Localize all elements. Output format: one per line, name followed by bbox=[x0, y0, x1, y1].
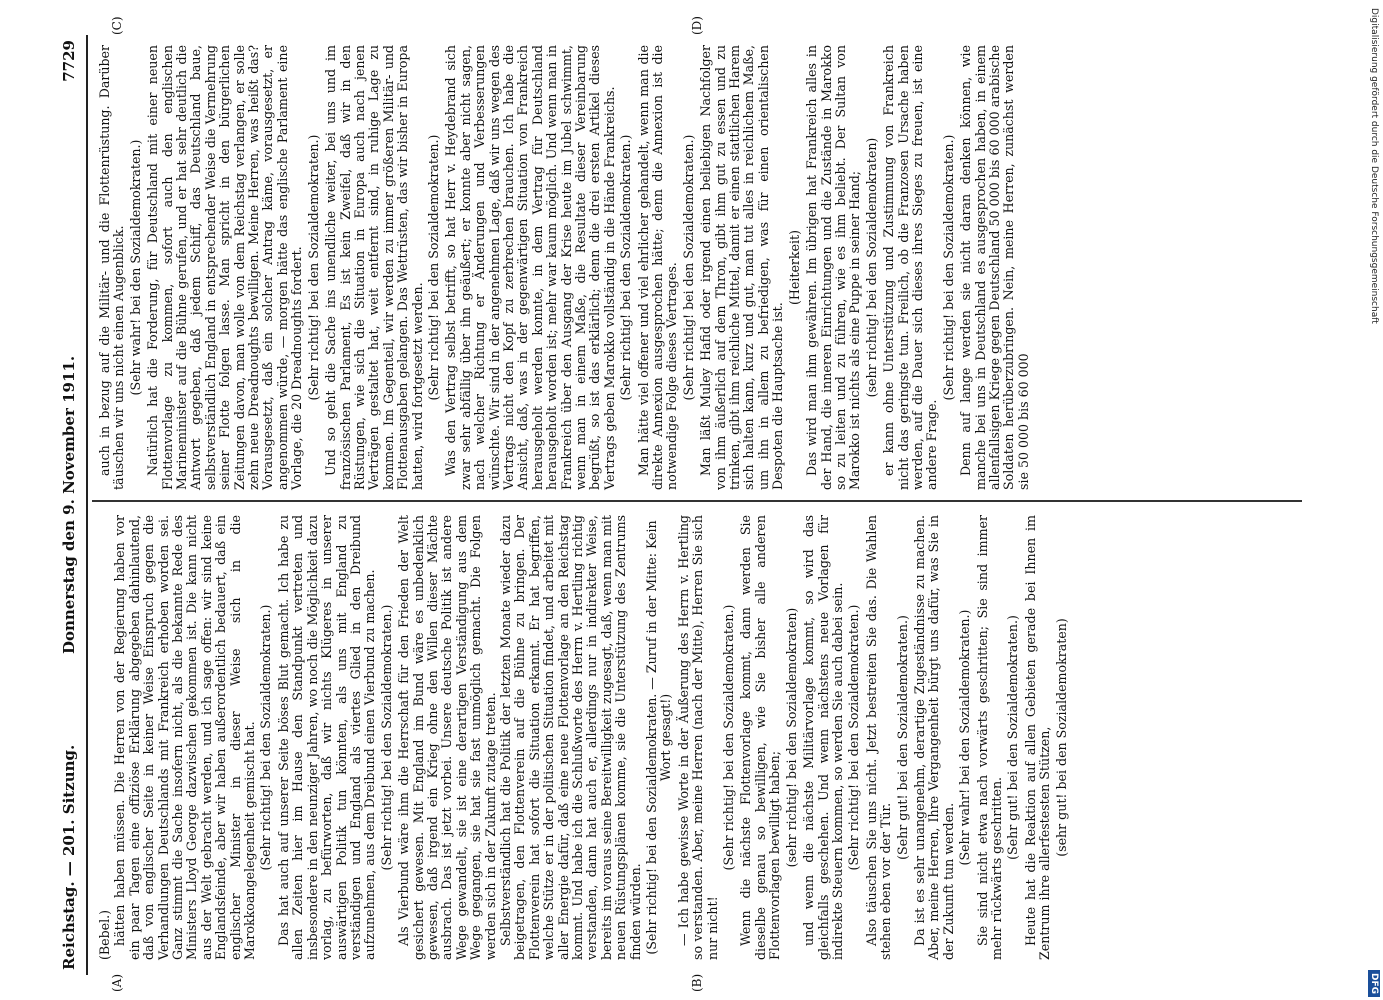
interjection: (Sehr richtig! bei den Sozialdemokraten.) bbox=[940, 134, 956, 401]
interjection: (Sehr richtig! bei den Sozialdemokraten.) bbox=[258, 604, 274, 871]
speech-paragraph: — Ich habe gewisse Worte in der Äußerung des Herrn v. Hertling so verstanden. Aber, meine Herren (nach der Mitte), Herren Sie sich nur nicht! bbox=[675, 515, 720, 960]
speech-paragraph: und wenn die nächste Militärvorlage kommt, so wird das gleichfalls geschehen. Und wenn nächstens neue Vorlagen für indirekte Steuern kommen, so werden Sie auch dabei sein. bbox=[801, 515, 845, 960]
header-rule bbox=[86, 35, 88, 975]
speech-paragraph: er kann ohne Unterstützung und Zustimmung von Frankreich nicht das geringste tun. Freilich, ob die Franzosen Ursache haben werden, auf die Dauer sich dieses ihres Sieges zu freuen, ist eine andere Frage. bbox=[881, 45, 940, 490]
interjection: (Sehr richtig! bei den Sozialdemokraten.) bbox=[425, 134, 441, 401]
margin-mark-d: (D) bbox=[690, 16, 704, 35]
speech-paragraph: hätten haben müssen. Die Herren von der Regierung haben vor ein paar Tagen eine offiziöse Erklärung abgegeben dahinlautend, daß von englischer Seite in keiner Weise Einspruch gegen die Verhandlungen Deutschlands mit Frankreich erhoben worden sei. Ganz stimmt die Sache insofern nicht, als die bekannte Rede des Ministers Lloyd George dazwischen gekommen ist. Die kann nicht aus der Welt gebracht werden, und ich sage offen: wir sind keine Englandsfeinde, aber wir haben außerordentlich bedauert, daß ein englischer Minister in dieser Weise sich in die Marokkoangelegenheit gemischt hat. bbox=[112, 515, 258, 960]
speech-paragraph: Also täuschen Sie uns nicht. Jetzt bestreiten Sie das. Die Wahlen stehen eben vor der Tür. bbox=[863, 515, 894, 960]
interjection: (Sehr richtig! bei den Sozialdemokraten.) bbox=[846, 604, 862, 871]
column-divider bbox=[92, 500, 1302, 502]
interjection: (Sehr gut! bei den Sozialdemokraten.) bbox=[894, 615, 910, 860]
interjection: (sehr richtig! bei den Sozialdemokraten) bbox=[783, 607, 799, 868]
right-column bbox=[98, 45, 1032, 490]
interjection: (sehr richtig! bei den Sozialdemokraten) bbox=[863, 137, 879, 398]
dfg-logo: DFG bbox=[1368, 970, 1380, 997]
interjection: (Sehr richtig! bei den Sozialdemokraten. — Zuruf in der Mitte: Kein Wort gesagt!) bbox=[644, 520, 674, 955]
speech-paragraph: Das wird man ihm gewähren. Im übrigen hat Frankreich alles in der Hand, die inneren Einrichtungen und die Zustände in Marokko so zu leiten und zu führen, wie es ihm beliebt. Der Sultan von Marokko ist nichts als eine Puppe in seiner Hand; bbox=[804, 45, 863, 490]
speech-paragraph: Als Vierbund wäre ihm die Herrschaft für den Frieden der Welt gesichert gewesen. Mit England im Bund wäre es unbedenklich gewesen, daß irgend ein Krieg ohne den Willen dieser Mächte ausbrach. Das ist jetzt vorbei. Unsere deutsche Politik ist andere Wege gewandelt, sie ist eine derartigen Verständigung aus dem Wege gegangen, sie hat sie fast unmöglich gemacht. Die Folgen werden sich in der Zukunft zutage treten. bbox=[396, 515, 498, 960]
speech-paragraph: Da ist es sehr unangenehm, derartige Zugeständnisse zu machen. Aber, meine Herren, Ihre Vergangenheit bürgt uns dafür, was Sie in der Zukunft tun werden. bbox=[911, 515, 956, 960]
speech-paragraph: Und so geht die Sache ins unendliche weiter, bei uns und im französischen Parlament, Es ist kein Zweifel, daß wir in den Rüstungen, wie sich die Situation in Europa auch nach jenen Verträgen gestaltet hat, weit entfernt sind, in ruhige Lage zu kommen. Im Gegenteil, wir werden zu immer größeren Militär- und Flottenausgaben gelangen. Das Wettrüsten, das wir bisher in Europa hatten, wird fortgesetzt werden. bbox=[323, 45, 425, 490]
speech-paragraph: Was den Vertrag selbst betrifft, so hat Herr v. Heydebrand sich zwar sehr abfällig über ihn geäußert; er konnte aber nicht sagen, nach welcher Richtung er Änderungen und Verbesserungen wünschte. Wir sind in der angenehmen Lage, daß wir uns wegen des Vertrags nicht den Kopf zu zerbrechen brauchen. Ich habe die Ansicht, daß, was in der gegenwärtigen Situation von Frankreich herausgeholt werden konnte, in dem Vertrag für Deutschland herausgeholt worden ist; mehr war kaum möglich. Und wenn man in Frankreich über den Ausgang der Krise heute im Jubel schwimmt, wenn man in einem Maße, die Resultate dieser Vereinbarung begrüßt, so ist das erklärlich; denn die drei ersten Artikel dieses Vertrags geben Marokko vollständig in die Hände Frankreichs. bbox=[443, 45, 617, 490]
interjection: (Sehr richtig! bei den Sozialdemokraten.) bbox=[721, 604, 737, 871]
interjection: (Sehr richtig! bei den Sozialdemokraten.) bbox=[618, 134, 634, 401]
header-session: Reichstag. — 201. Sitzung. bbox=[60, 744, 78, 970]
digitization-credit: Digitalisierung gefördert durch die Deutsche Forschungsgemeinschaft bbox=[1369, 8, 1379, 324]
footer-strip bbox=[1363, 0, 1383, 1000]
speech-paragraph: Denn auf lange werden sie nicht daran denken können, wie manche bei uns in Deutschland es ausgesprochen haben, in einem allenfallsigen Kriege gegen Deutschland 50 000 bis 60 000 arabische Soldaten herüberzubringen. Nein, meine Herren, zunächst werden sie 50 000 bis 60 000 bbox=[958, 45, 1031, 490]
speech-paragraph: Sie sind nicht etwa nach vorwärts geschritten; Sie sind immer mehr rückwärts geschritten. bbox=[974, 515, 1004, 960]
speech-paragraph: Wenn die nächste Flottenvorlage kommt, dann werden Sie dieselbe genau so bewilligen, wie Sie bisher alle anderen Flottenvorlagen bewilligt haben; bbox=[738, 515, 783, 960]
interjection: (Heiterkeit) bbox=[786, 230, 802, 305]
speaker-name: (Bebel.) bbox=[97, 909, 112, 960]
margin-mark-b: (B) bbox=[690, 973, 704, 992]
speech-paragraph: auch in bezug auf die Militär- und die Flottenrüstung. Darüber täuschen wir uns nicht einen Augenblick. bbox=[97, 45, 127, 490]
margin-mark-c: (C) bbox=[110, 16, 124, 35]
speech-paragraph: Man läßt Muley Hafid oder irgend einen beliebigen Nachfolger von ihm äußerlich auf dem Thron, gibt ihm gut zu essen und zu trinken, gibt ihm reichliche Mittel, damit er einen stattlichen Harem sich halten kann, kurz und gut, man tut alles in reichlichem Maße, um ihn in allem zu befriedigen, was für einen orientalischen Despoten die Hauptsache ist. bbox=[698, 45, 786, 490]
speech-paragraph: Selbstverständlich hat die Politik der letzten Monate wieder dazu beigetragen, den Flottenverein auf die Bühne zu bringen. Der Flottenverein hat sofort die Situation erkannt. Er hat begriffen, welche Stütze er in der politischen Situation findet, und arbeitet mit aller Energie dafür, daß eine neue Flottenvorlage an den Reichstag kommt. Und habe ich die Schlußworte des Herrn v. Hertling richtig verstanden, dann hat auch er, allerdings nur in indirekter Weise, bereits im voraus seine Bereitwilligkeit zugesagt, daß, wenn man mit neuen Rüstungsplänen komme, sie die Unterstützung des Zentrums finden würden. bbox=[497, 515, 643, 960]
interjection: (Sehr richtig! bei den Sozialdemokraten.) bbox=[680, 134, 696, 401]
interjection: (Sehr richtig! bei den Sozialdemokraten.) bbox=[305, 134, 321, 401]
interjection: (Sehr richtig! bei den Sozialdemokraten.) bbox=[378, 604, 394, 871]
speech-paragraph: Heute hat die Reaktion auf allen Gebieten gerade bei Ihnen im Zentrum ihre allerfestesten Stützen, bbox=[1022, 515, 1053, 960]
interjection: (Sehr wahr! bei den Sozialdemokraten.) bbox=[957, 609, 973, 866]
page-number: 7729 bbox=[60, 40, 78, 82]
speech-paragraph: Natürlich hat die Forderung, für Deutschland mit einer neuen Flottenvorlage zu kommen, sofort auch den englischen Marineminister auf die Bühne gerufen, und er hat sehr deutlich die Antwort gegeben, daß jedem Schiff, das Deutschland baue, selbstverständlich England in entsprechender Weise die Vermehrung seiner Flotte folgen lasse. Man spricht in den bürgerlichen Zeitungen davon, man wolle von dem Reichstag verlangen, er solle zehn neue Dreadnoughts bewilligen. Meine Herren, was heißt das? Vorausgesetzt, daß ein solcher Antrag käme, vorausgesetzt, er angenommen würde, — morgen hätte das englische Parlament eine Vorlage, die 20 Dreadnoughts fordert. bbox=[145, 45, 305, 490]
left-column bbox=[98, 515, 1072, 960]
interjection: (Sehr wahr! bei den Sozialdemokraten.) bbox=[127, 139, 143, 396]
header-date: Donnerstag den 9. November 1911. bbox=[60, 355, 78, 655]
interjection: (sehr gut! bei den Sozialdemokraten) bbox=[1053, 618, 1069, 857]
page-header bbox=[60, 40, 80, 970]
speech-paragraph: Man hätte viel offener und viel ehrlicher gehandelt, wenn man die direkte Annexion ausgesprochen hätte; denn die Annexion ist die notwendige Folge dieses Vertrages. bbox=[635, 45, 680, 490]
interjection: (Sehr gut! bei den Sozialdemokraten.) bbox=[1005, 615, 1021, 860]
speech-paragraph: Das hat auch auf unserer Seite böses Blut gemacht. Ich habe zu allen Zeiten hier im Hause den Standpunkt vertreten und insbesondere in den neunziger Jahren, wo noch die Möglichkeit dazu vorlag, zu befürworten, daß wir nichts Klügeres in unserer auswärtigen Politik tun könnten, als uns mit England zu verständigen und England als viertes Glied in den Dreibund aufzunehmen, aus dem Dreibund einen Vierbund zu machen. bbox=[275, 515, 378, 960]
margin-mark-a: (A) bbox=[110, 973, 124, 992]
